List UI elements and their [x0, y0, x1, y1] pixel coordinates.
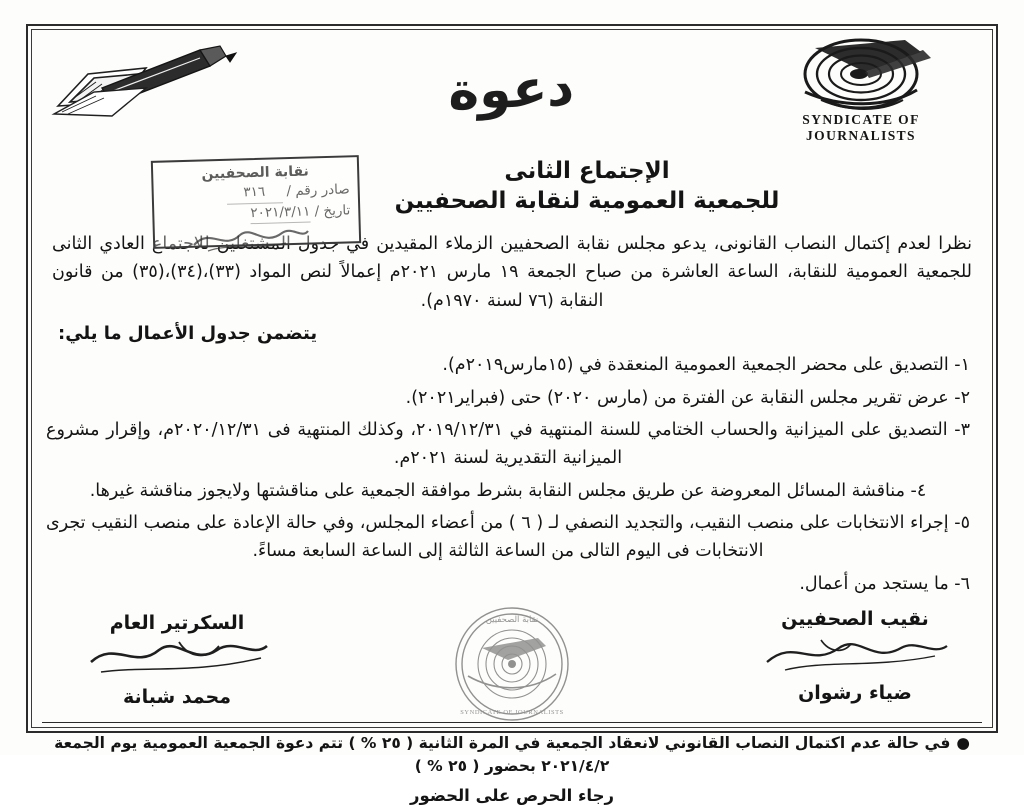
signature-block-naqeeb: [740, 608, 970, 704]
meeting-title-line2: للجمعية العمومية لنقابة الصحفيين: [394, 188, 780, 214]
signature-role: السكرتير العام: [109, 612, 245, 635]
syndicate-logo-caption: SYNDICATE OF JOURNALISTS: [802, 112, 920, 143]
footer-note-row: [40, 732, 984, 779]
invitation-intro-paragraph: نظرا لعدم إكتمال النصاب القانونى، يدعو مجلس نقابة الصحفيين الزملاء المقيدين في جدول المشتغلين للاجتماع العادي الثانى للجمعية العمومية للنقابة، الساعة العاشرة من صباح الجمعة ١٩ مارس ٢٠٢١م إعمالاً لنص المواد (٣٣)،(٣٤)،(٣٥) من قانون النقابة (٧٦ لسنة ١٩٧٠م).: [52, 234, 972, 311]
meeting-title-line1: الإجتماع الثانى: [504, 158, 670, 184]
stamp-signature-scribble: [190, 221, 310, 255]
footer-appeal-text: رجاء الحرص على الحضور: [409, 785, 614, 805]
signature-role: نقيب الصحفيين: [781, 608, 929, 631]
footer-note-text: في حالة عدم اكتمال النصاب القانوني لانعقاد الجمعية في المرة الثانية ( ٢٥ % ) تتم دعوة الجمعية العمومية يوم الجمعة ٢٠٢١/٤/٢ بحضور ( ٢٥ % ): [54, 734, 951, 776]
invitation-word-text: دعوة: [447, 57, 577, 123]
signatures-area: [40, 608, 984, 720]
stamp-issue-number: ٣١٦: [226, 183, 283, 205]
svg-text:SYNDICATE OF JOURNALISTS: SYNDICATE OF JOURNALISTS: [460, 709, 564, 717]
document-footer: [40, 732, 984, 805]
stamp-date-value: ٢٠٢١/٣/١١: [250, 202, 310, 224]
signature-name: محمد شبانة: [122, 686, 232, 709]
handwritten-signature-scribble: [77, 636, 277, 680]
agenda-item: ٢- عرض تقرير مجلس النقابة عن الفترة من (مارس ٢٠٢٠) حتى (فبراير٢٠٢١).: [405, 387, 970, 408]
document-header: [40, 36, 984, 156]
agenda-lead-text: يتضمن جدول الأعمال ما يلي:: [58, 323, 318, 345]
stamp-issue-label: صادر رقم /: [286, 181, 350, 200]
svg-text:نقابة الصحفيين: نقابة الصحفيين: [485, 615, 539, 626]
signature-name: ضياء رشوان: [798, 682, 912, 705]
syndicate-seal-watermark-icon: [452, 604, 572, 724]
signature-block-secretary-general: [62, 612, 292, 708]
invitation-calligraphy-title: [40, 57, 984, 123]
agenda-list: [40, 352, 984, 598]
handwritten-signature-scribble: [755, 632, 955, 676]
document-content: [40, 36, 984, 805]
agenda-item: ٥- إجراء الانتخابات على منصب النقيب، والتجديد النصفي لـ ( ٦ ) من أعضاء المجلس، وفي حالة الإعادة على منصب النقيب تجرى الانتخابات فى اليوم التالى من الساعة الثالثة إلى الساعة السابعة مساءً.: [46, 513, 970, 561]
agenda-item: ٣- التصديق على الميزانية والحساب الختامي للسنة المنتهية في ٢٠١٩/١٢/٣١، وكذلك المنتهية فى ٢٠٢٠/١٢/٣١م، وإقرار مشروع الميزانية التقديرية لسنة ٢٠٢١م.: [46, 420, 970, 468]
agenda-item: ١- التصديق على محضر الجمعية العمومية المنعقدة في (١٥مارس٢٠١٩م).: [442, 355, 970, 376]
agenda-item: ٦- ما يستجد من أعمال.: [799, 573, 970, 594]
stamp-title: نقابة الصحفيين: [201, 163, 310, 183]
bullet-icon: ●: [956, 734, 970, 753]
agenda-item: ٤- مناقشة المسائل المعروضة عن طريق مجلس النقابة بشرط موافقة الجمعية على مناقشتها ولايجوز مناقشة غيرها.: [89, 480, 927, 501]
stamp-date-label: تاريخ /: [314, 202, 351, 220]
